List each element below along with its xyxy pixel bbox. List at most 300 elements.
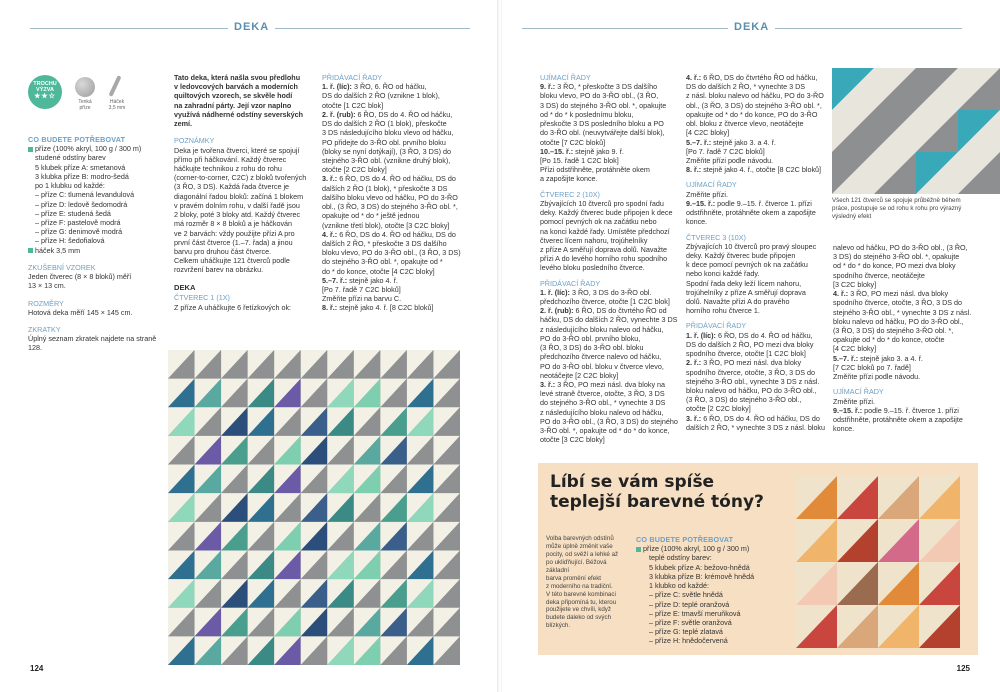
instruction-line <box>686 156 828 165</box>
row-text: 3 ŘO, PO mezi násl. dva bloky na <box>557 380 666 389</box>
gauge-line: 13 × 13 cm. <box>28 281 66 291</box>
page-number: 124 <box>30 663 44 673</box>
instruction-line <box>322 248 472 257</box>
row-text: stejně jako 4. ř. <box>349 275 398 285</box>
row-text: 3 ŘO, PO mezi násl. dva bloky <box>703 358 802 368</box>
instruction-line <box>540 306 680 315</box>
warm-blanket-image <box>796 476 960 648</box>
row-text: od * do * k poslednímu bloku, <box>540 109 634 119</box>
size-text: Hotová deka měří 145 × 145 cm. <box>28 307 133 317</box>
row-text: 3 ŘO, 6. ŘO od háčku, <box>353 82 427 92</box>
row-text: 3 ŘO, PO mezi násl. dva bloky <box>850 289 949 299</box>
decrease-rows <box>540 82 680 183</box>
instruction-line <box>540 101 680 110</box>
instruction-line <box>322 156 472 165</box>
instruction-line <box>540 362 680 371</box>
row-text: otočte [3 C2C bloky] <box>540 435 605 445</box>
decrease-heading: UJÍMACÍ ŘADY <box>540 73 591 82</box>
materials-item: 5 klubek příze A: smetanová <box>35 162 126 172</box>
instruction-line <box>540 156 680 165</box>
warm-materials-heading: CO BUDETE POTŘEBOVAT <box>636 535 734 544</box>
square3-rows-cont <box>833 243 973 381</box>
instruction-line <box>322 221 472 230</box>
instruction-line <box>686 101 828 110</box>
instruction-line <box>833 424 973 433</box>
row-text: do * do konce, otočte [4 C2C bloky] <box>322 266 435 276</box>
size-heading: ROZMĚRY <box>28 298 64 308</box>
row-text: stejně jako 4. ř., otočte [8 C2C bloků] <box>703 165 822 175</box>
square2-increase-heading: PŘIDÁVACÍ ŘADY <box>540 278 601 288</box>
instruction-line <box>833 289 973 298</box>
instruction-line <box>686 358 828 367</box>
row-text: spodního čtverce, neotáčejte <box>833 270 925 280</box>
instruction-line <box>833 363 973 372</box>
row-text: Změňte přízi podle návodu. <box>686 155 774 165</box>
instruction-line <box>322 101 472 110</box>
instruction-line <box>322 211 472 220</box>
instruction-line <box>686 404 828 413</box>
instruction-line <box>540 380 680 389</box>
row-label: 3. ř.: <box>540 380 558 389</box>
left-page <box>0 0 498 692</box>
warm-item: 1 klubko od každé: <box>649 581 709 591</box>
square2-decrease-heading: UJÍMACÍ ŘADY <box>686 180 737 190</box>
row-text: 6 ŘO, DS do 4. ŘO od háčku, DS do <box>703 413 820 423</box>
page-header: DEKA <box>728 20 775 34</box>
instruction-line <box>833 397 973 406</box>
row-text: 6 ŘO, DS do čtvrtého ŘO od háčku, <box>703 73 818 82</box>
row-text: stejného 3-ŘO obl., * vynechte 3 DS z násl. <box>833 307 972 317</box>
row-label: 3. ř.: <box>322 174 340 184</box>
square2-text <box>540 199 680 273</box>
row-text: 6 ŘO, DS do 4. ŘO od háčku, <box>717 330 813 340</box>
row-text: obl. bloku z čtverce vlevo, neotáčejte <box>686 119 804 129</box>
text-line: deky. Každý čtverec bude připojen k dece <box>540 208 673 218</box>
materials-item: 3 klubka příze B: modro-šedá <box>35 171 129 181</box>
row-label: 4. ř.: <box>322 229 340 239</box>
instruction-line <box>686 217 828 226</box>
instruction-line <box>686 82 828 91</box>
row-text: (3 ŘO, 3 DS) do 3-ŘO obl. bloku <box>540 343 644 353</box>
instruction-line <box>322 128 472 137</box>
instruction-line <box>686 73 828 82</box>
row-text: Změňte přízi. <box>686 189 728 199</box>
row-text: PO přidejte do 3-ŘO obl. prvního bloku <box>322 137 446 147</box>
instruction-line <box>686 110 828 119</box>
row-text: 6 ŘO, DS do 4. ŘO od háčku, DS do <box>339 174 456 184</box>
instruction-line <box>686 91 828 100</box>
instruction-line <box>540 408 680 417</box>
row-text: 3-ŘO obl. *, opakujte od * do * do konce, <box>540 426 670 436</box>
row-text: opakujte od * do * ještě jednou <box>322 211 420 221</box>
row-text: otočte [2 C2C bloky] <box>322 165 387 175</box>
row-text: 6 ŘO, DS do 4. ŘO od háčku, DS do <box>339 229 456 239</box>
row-text: [Po 15. řadě 1 C2C blok] <box>540 155 619 165</box>
instruction-line <box>322 303 472 312</box>
notes-text: Deka je tvořena čtverci, které se spojují přímo při háčkování. Každý čtverec háčkujte technikou z rohu do rohu (corner-to-corner, C2C) z bloků tvořených (3 ŘO, 3 DS). Každá řada čtverce je diagonální řadou bloků: začíná 1 blokem v pravém dolním rohu, v další řadě jsou 2 bloky, poté 3 bloky atd. Každý čtverec má rozměr 8 × 8 bloků a je háčkován ve 2 barvách: vždy použijte přízi A pro první část čtverce (1.–7. řada) a jinou barvu pro druhou část čtverce. Celkem uháčkujte 121 čtverců podle rozvržení barev na obrázku. <box>174 145 307 275</box>
row-text: dalších 2 ŘO, * vynechte 3 DS z násl. bloku <box>686 422 826 432</box>
instruction-line <box>322 230 472 239</box>
instruction-line <box>833 252 973 261</box>
row-text: odstřihněte, protáhněte okem a zapošijte <box>833 414 963 424</box>
row-text: 3 ŘO, * přeskočte 3 DS dalšího <box>557 82 658 92</box>
instruction-line <box>686 128 828 137</box>
row-text: stejně jako 3. a 4. ř. <box>713 137 776 147</box>
row-text: do stejného 3-ŘO obl., * vynechte 3 DS <box>540 398 666 408</box>
row-text: DS do dalších 2 ŘO (vznikne 1 blok), <box>322 91 440 101</box>
materials-item: – příze C: tlumená levandulová <box>35 190 135 200</box>
row-text: stejného 3-ŘO obl., vynechte 3 DS z násl. <box>686 376 820 386</box>
warm-item: – příze G: teplé zlatavá <box>649 627 723 637</box>
abbr-text: Úplný seznam zkratek najdete na straně 128. <box>28 334 157 353</box>
row-text: (3 ŘO, 3 DS) do stejného 3-ŘO obl., <box>686 395 802 405</box>
row-text: Přízi odstřihněte, protáhněte okem <box>540 165 650 175</box>
row-text: DS do dalších 2 ŘO, PO mezi dva bloky <box>686 339 814 349</box>
square3-increase-rows <box>686 331 828 432</box>
abbr-heading: ZKRATKY <box>28 324 61 334</box>
instruction-line <box>322 193 472 202</box>
materials-column <box>28 135 163 353</box>
row-text: předchozího čtverce nalevo od háčku, <box>540 352 662 362</box>
row-label: 5.–7. ř.: <box>833 353 861 363</box>
instruction-line <box>686 165 828 174</box>
row-text: podle 9.–15. ř. čtverce 1. přízi <box>864 405 959 415</box>
instruction-line <box>686 208 828 217</box>
row-text: [7 C2C bloků po 7. řadě] <box>833 362 911 372</box>
materials-item: příze (100% akryl, 100 g / 300 m) <box>28 144 163 153</box>
row-text: neotáčejte [2 C2C bloky] <box>540 370 619 380</box>
row-text: obl., (3 ŘO, 3 DS) do stejného 3-ŘO obl. *, <box>322 202 458 212</box>
instruction-line <box>322 91 472 100</box>
materials-item: – příze H: šedofialová <box>35 236 105 246</box>
materials-list <box>28 144 163 255</box>
row-text: 3 DS následujícího bloku vlevo od háčku, <box>322 128 454 138</box>
page-number: 125 <box>956 663 970 673</box>
instruction-line <box>833 326 973 335</box>
instruction-line <box>540 315 680 324</box>
row-label: 10.–15. ř.: <box>540 146 576 156</box>
instruction-line <box>833 308 973 317</box>
square1-heading: ČTVEREC 1 (1X) <box>174 293 230 303</box>
materials-heading: CO BUDETE POTŘEBOVAT <box>28 135 126 144</box>
text-line: Zbývajících 10 čtverců pro spodní řadu <box>540 198 664 208</box>
materials-item: po 1 klubku od každé: <box>35 181 105 191</box>
row-text: stejně jako 3. a 4. ř. <box>860 353 923 363</box>
instruction-line <box>833 271 973 280</box>
warm-item: teplé odstíny barev: <box>649 553 712 563</box>
row-text: bloku vlevo, PO do 3-ŘO obl., (3 ŘO, <box>540 91 659 101</box>
instruction-line <box>833 372 973 381</box>
instruction-line <box>540 297 680 306</box>
row-label: 4. ř.: <box>686 73 704 82</box>
instruction-line <box>540 398 680 407</box>
instruction-line <box>686 119 828 128</box>
materials-item: – příze D: ledově šedomodrá <box>35 199 128 209</box>
instruction-line <box>540 288 680 297</box>
row-text: stejného 3-ŘO obl. (vznikne druhý blok), <box>322 155 451 165</box>
row-text: obl., (3 ŘO, 3 DS) do stejného 3-ŘO obl. *, <box>686 100 822 110</box>
instruction-line <box>686 386 828 395</box>
instruction-line <box>540 82 680 91</box>
warm-item: – příze C: světle hnědá <box>649 590 723 600</box>
photo-caption: Všech 121 čtverců se spojuje průběžně během práce, postupuje se od rohu k rohu pro výrazný výsledný efekt <box>832 197 962 220</box>
warm-materials <box>636 535 786 646</box>
row-text: Změňte přízi na barvu C. <box>322 294 402 304</box>
row-text: 6 ŘO, DS do 4. ŘO od háčku, <box>357 109 453 119</box>
row-text: otočte [7 C2C bloků] <box>540 137 606 147</box>
row-text: dalšího bloku vlevo od háčku, PO do 3-ŘO <box>322 192 458 202</box>
instruction-line <box>833 335 973 344</box>
instruction-line <box>540 128 680 137</box>
row-label: 1. ř. (líc): <box>322 82 354 92</box>
bullet-square-icon <box>28 248 33 253</box>
text-line: k dece pomocí pevných ok na začátku <box>686 260 808 270</box>
row-text: Změňte přízi. <box>833 396 875 406</box>
text-line: levého bloku posledního čtverce. <box>540 263 645 273</box>
right-column-2 <box>686 73 828 432</box>
row-text: dalších 2 ŘO (1 blok), * přeskočte 3 DS <box>322 183 448 193</box>
row-label: 4. ř.: <box>833 289 851 299</box>
row-text: z násl. bloku nalevo od háčku, PO do 3-ŘO <box>686 91 824 101</box>
row-text: (3 ŘO, 3 DS) do stejného 3-ŘO obl. *, <box>833 325 954 335</box>
row-text: [4 C2C bloky] <box>686 128 730 138</box>
row-text: PO do 3-ŘO obl. bloku v čtverce vlevo, <box>540 361 664 371</box>
square1-text: Z příze A uháčkujte 6 řetízkových ok: <box>174 302 292 312</box>
instruction-line <box>322 138 472 147</box>
instruction-line <box>540 119 680 128</box>
right-column-1 <box>540 73 680 445</box>
instruction-line <box>322 294 472 303</box>
instruction-line <box>322 202 472 211</box>
instruction-line <box>686 349 828 358</box>
square3-decrease-heading: UJÍMACÍ ŘADY <box>833 387 884 397</box>
instruction-line <box>833 280 973 289</box>
instruction-line <box>322 147 472 156</box>
row-text: [4 C2C bloky] <box>833 344 877 354</box>
warm-item: – příze E: tmavší meruňková <box>649 608 741 618</box>
warm-item: – příze D: teplé oranžová <box>649 599 730 609</box>
row-text: bloku vlevo, PO do 3-ŘO obl., (3 ŘO, 3 DS) <box>322 248 461 258</box>
instruction-line <box>540 426 680 435</box>
instruction-line <box>540 334 680 343</box>
badge-line1: TROCHU <box>33 81 57 87</box>
row-text: opakujte od * do * do konce, PO do 3-ŘO <box>686 109 818 119</box>
instruction-line <box>322 285 472 294</box>
row-label: 9.–15. ř.: <box>686 198 718 208</box>
materials-item: – příze F: pastelově modrá <box>35 217 121 227</box>
deka-heading: DEKA <box>174 282 196 292</box>
instruction-line <box>833 344 973 353</box>
text-line: pomocí pevných ok na začátku nebo <box>540 217 657 227</box>
bullet-square-icon <box>28 147 33 152</box>
row-text: odstřihněte, protáhněte okem a zapošijte <box>686 208 816 218</box>
instruction-line <box>686 423 828 432</box>
row-label: 9.–15. ř.: <box>833 405 865 415</box>
instruction-line <box>833 406 973 415</box>
row-text: spodního čtverce, otočte [1 C2C blok] <box>686 349 806 359</box>
instruction-line <box>322 82 472 91</box>
instruction-line <box>686 414 828 423</box>
row-text: 3 DS) do stejného 3-ŘO obl. *, opakujte <box>833 252 960 262</box>
row-text: z následujícího bloku nalevo od háčku, <box>540 324 664 334</box>
row-text: (bloky se nyní dotýkají), (3 ŘO, 3 DS) do <box>322 146 452 156</box>
instruction-line <box>686 368 828 377</box>
row-label: 2. ř. (rub): <box>322 109 358 119</box>
row-text: 6 ŘO, DS do čtvrtého ŘO od <box>575 306 667 316</box>
text-line: čtverec lícem nahoru, trojúhelníky <box>540 235 648 245</box>
materials-item: – příze E: studená šedá <box>35 208 111 218</box>
row-label: 1. ř. (líc): <box>686 330 718 340</box>
row-text: do 3-ŘO obl. (neuvytvářejte další blok), <box>540 128 665 138</box>
materials-item: – příze G: denimově modrá <box>35 227 123 237</box>
text-line: přízi A do levého horního rohu spodního <box>540 254 668 264</box>
instruction-line <box>833 317 973 326</box>
increase-rows <box>322 82 472 312</box>
yarn-label: Tenká příze <box>78 99 92 111</box>
crochet-hook-icon <box>109 75 122 97</box>
instruction-line <box>322 174 472 183</box>
instruction-line <box>540 110 680 119</box>
row-text: otočte [2 C2C bloky] <box>686 404 751 414</box>
row-text: PO do 3-ŘO obl., (3 ŘO, 3 DS) do stejného <box>540 416 678 426</box>
row-label: 8. ř.: <box>322 303 340 313</box>
row-label: 3. ř.: <box>686 413 704 423</box>
row-text: [Po 7. řadě 7 C2C bloků] <box>686 146 765 156</box>
instruction-line <box>540 138 680 147</box>
materials-hook: háček 3,5 mm <box>28 246 163 255</box>
warm-item: – příze F: světle oranžová <box>649 617 732 627</box>
square2-increase-rows <box>540 288 680 445</box>
text-line: na konci každé řady. Umístěte předchozí <box>540 226 670 236</box>
row-text: předchozího čtverce, otočte [1 C2C blok] <box>540 297 670 307</box>
instruction-line <box>322 239 472 248</box>
difficulty-badge <box>28 75 62 109</box>
notes-column <box>174 73 316 312</box>
text-line: Spodní řada deky leží lícem nahoru, <box>686 278 802 288</box>
gauge-heading: ZKUŠEBNÍ VZOREK <box>28 262 96 272</box>
warm-body: Volba barevných odstínů může úplně změnit vaše pocity, od svěží a lehké až po ukliďňující. Béžová základní barva promění efekt z moderního na tradiční. V této barevné kombinaci deka připomíná tu, kterou použijete ve chvíli, když budete daleko od svých blízkých. <box>546 535 619 630</box>
row-label: 5.–7. ř.: <box>322 275 350 285</box>
bullet-square-icon <box>636 547 641 552</box>
page-header: DEKA <box>228 20 275 34</box>
text-line: trojúhelníky z příze A směřují doprava <box>686 287 806 297</box>
row-text: bloku nalevo od háčku, PO do 3-ŘO obl., <box>833 316 964 326</box>
warm-item: 3 klubka příze B: krémově hnědá <box>649 571 755 581</box>
square2-decrease-rows <box>686 190 828 227</box>
row-text: od * do * do konce, PO mezi dva bloky <box>833 261 956 271</box>
row-text: dalších 2 ŘO, * přeskočte 3 DS dalšího <box>322 238 447 248</box>
row-text: do stejného 3-ŘO obl. *, opakujte od * <box>322 257 443 267</box>
text-line: nebo konci každé řady. <box>686 269 760 279</box>
row-text: háčku, DS do dalších 2 ŘO, vynechte 3 DS <box>540 315 678 325</box>
instruction-line <box>833 261 973 270</box>
row-text: bloku nalevo od háčku, PO do 3-ŘO obl., <box>686 386 817 395</box>
square2-rows-cont <box>686 73 828 174</box>
instruction-line <box>322 257 472 266</box>
instruction-line <box>540 435 680 444</box>
row-text: konce. <box>686 217 708 227</box>
instruction-line <box>686 138 828 147</box>
row-text: 3 DS) do stejného 3-ŘO obl. *, opakujte <box>540 100 667 110</box>
notes-heading: POZNÁMKY <box>174 136 215 146</box>
increase-heading: PŘIDÁVACÍ ŘADY <box>322 73 383 82</box>
materials-item: studené odstíny barev <box>35 153 106 163</box>
instruction-line <box>322 165 472 174</box>
instruction-line <box>833 415 973 424</box>
instruction-line <box>833 243 973 252</box>
increase-column <box>322 73 472 313</box>
row-label: 5.–7. ř.: <box>686 137 714 147</box>
row-text: spodního čtverce, otočte, 3 ŘO, 3 DS do <box>833 298 963 308</box>
text-line: Zbývajících 10 čtverců pro pravý sloupec <box>686 241 817 251</box>
instruction-line <box>322 184 472 193</box>
instruction-line <box>540 371 680 380</box>
row-text: podle 9.–15. ř. čtverce 1. přízi <box>717 198 812 208</box>
square3-heading: ČTVEREC 3 (10X) <box>686 232 746 242</box>
instruction-line <box>540 165 680 174</box>
row-label: 2. ř. (rub): <box>540 306 576 316</box>
row-text: nalevo od háčku, PO do 3-ŘO obl., (3 ŘO, <box>833 243 968 252</box>
blanket-image <box>168 350 460 665</box>
instruction-line <box>686 190 828 199</box>
instruction-line <box>540 147 680 156</box>
row-text: Změňte přízi podle návodu. <box>833 372 921 382</box>
row-text: z následujícího bloku nalevo od háčku, <box>540 407 664 417</box>
instruction-line <box>686 377 828 386</box>
instruction-line <box>540 91 680 100</box>
row-text: opakujte od * do * do konce, otočte <box>833 335 945 345</box>
row-text: přeskočte 3 DS posledního bloku a PO <box>540 119 664 129</box>
star-rating-icon: ★★☆ <box>34 93 56 101</box>
row-label: 2. ř.: <box>686 358 704 368</box>
row-text: spodního čtverce, otočte, 3 ŘO, 3 DS do <box>686 367 816 377</box>
instruction-line <box>686 340 828 349</box>
row-label: 9. ř.: <box>540 82 558 92</box>
row-text: levé straně čtverce, otočte, 3 ŘO, 3 DS <box>540 389 665 399</box>
row-text: a zapošijte konce. <box>540 174 598 184</box>
warm-item: 5 klubek příze A: bežovo-hnědá <box>649 562 750 572</box>
text-line: deky. Každý čtverec bude připojen <box>686 250 796 260</box>
row-text: [Po 7. řadě 7 C2C bloků] <box>322 285 401 295</box>
row-text: DS do dalších 2 ŘO (1 blok), přeskočte <box>322 119 447 129</box>
warm-item: – příze H: hnědočervená <box>649 636 728 646</box>
text-line: dolů. Navažte přízi A do pravého <box>686 297 790 307</box>
square3-text <box>686 242 828 316</box>
gauge-line: Jeden čtverec (8 × 8 bloků) měří <box>28 272 132 282</box>
instruction-line <box>540 352 680 361</box>
warm-blanket-photo <box>796 476 960 648</box>
instruction-line <box>686 395 828 404</box>
instruction-line <box>322 119 472 128</box>
instruction-line <box>322 267 472 276</box>
warm-title: Líbí se vám spíše teplejší barevné tóny? <box>550 472 764 513</box>
instruction-line <box>833 298 973 307</box>
detail-photo <box>832 68 1000 194</box>
instruction-line <box>540 417 680 426</box>
intro-text: Tato deka, která našla svou předlohu v ledovcových barvách a moderních quiltových vzorech, se skvěle hodí na zahradní párty. Její vzor naplno využívá nádherné odstíny severských zemí. <box>174 73 304 129</box>
right-column-3 <box>833 243 973 433</box>
square2-heading: ČTVEREC 2 (10X) <box>540 189 600 199</box>
text-line: horního rohu čtverce 1. <box>686 306 760 316</box>
row-text: 3 ŘO, 3 DS do 3-ŘO obl. <box>571 287 652 297</box>
instruction-line <box>322 276 472 285</box>
row-text: PO do 3-ŘO obl. prvního bloku, <box>540 333 641 343</box>
row-label: 1. ř. (líc): <box>540 287 572 297</box>
row-text: otočte [1 C2C blok] <box>322 100 384 110</box>
detail-image <box>832 68 1000 194</box>
blanket-photo <box>168 350 460 665</box>
instruction-line <box>686 147 828 156</box>
